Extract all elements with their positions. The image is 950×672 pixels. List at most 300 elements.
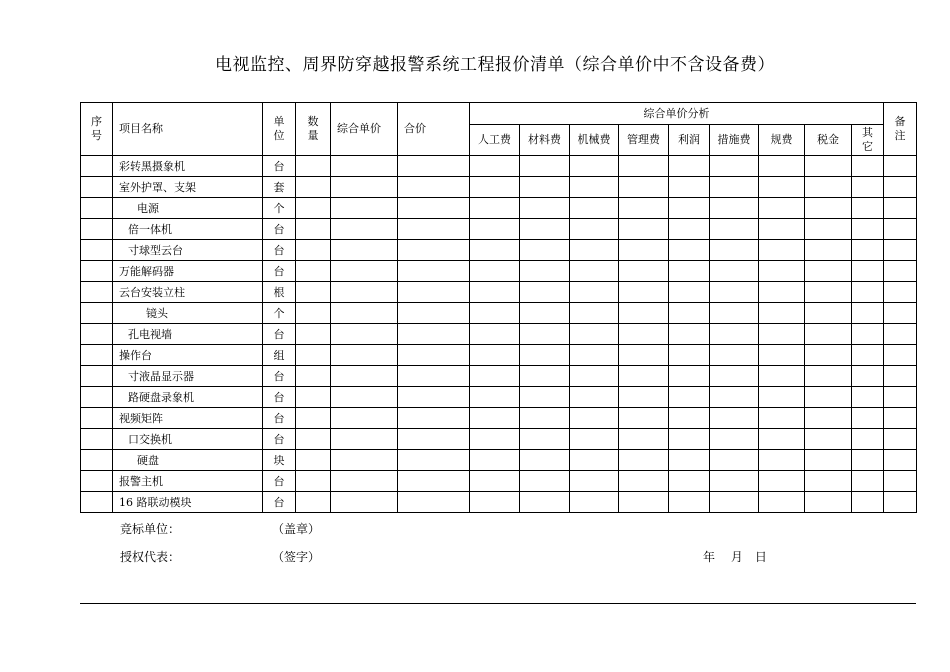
empty-cell: [884, 219, 917, 240]
item-unit: 台: [263, 324, 296, 345]
header-unit-price: 综合单价: [331, 103, 398, 156]
empty-cell: [520, 261, 570, 282]
item-name: 视频矩阵: [113, 408, 263, 429]
empty-cell: [759, 450, 805, 471]
empty-cell: [296, 156, 331, 177]
header-sub-3: 管理费: [619, 125, 669, 156]
empty-cell: [81, 261, 113, 282]
empty-cell: [470, 198, 520, 219]
bidder-label: 竞标单位：: [120, 522, 181, 536]
empty-cell: [398, 450, 470, 471]
empty-cell: [669, 261, 710, 282]
empty-cell: [669, 219, 710, 240]
empty-cell: [570, 492, 619, 513]
empty-cell: [81, 450, 113, 471]
empty-cell: [619, 156, 669, 177]
empty-cell: [852, 219, 884, 240]
empty-cell: [520, 198, 570, 219]
empty-cell: [81, 471, 113, 492]
header-sub-7: 税金: [805, 125, 852, 156]
table-row: [81, 198, 917, 219]
empty-cell: [570, 156, 619, 177]
empty-cell: [805, 387, 852, 408]
empty-cell: [398, 345, 470, 366]
empty-cell: [805, 450, 852, 471]
empty-cell: [331, 450, 398, 471]
empty-cell: [884, 240, 917, 261]
empty-cell: [470, 366, 520, 387]
empty-cell: [296, 492, 331, 513]
empty-cell: [520, 429, 570, 450]
empty-cell: [470, 492, 520, 513]
empty-cell: [570, 387, 619, 408]
empty-cell: [884, 198, 917, 219]
empty-cell: [669, 492, 710, 513]
empty-cell: [570, 408, 619, 429]
empty-cell: [520, 471, 570, 492]
empty-cell: [570, 471, 619, 492]
empty-cell: [81, 429, 113, 450]
empty-cell: [81, 198, 113, 219]
header-analysis: 综合单价分析: [470, 103, 884, 125]
empty-cell: [619, 429, 669, 450]
empty-cell: [759, 408, 805, 429]
empty-cell: [852, 471, 884, 492]
item-unit: 组: [263, 345, 296, 366]
header-sub-1: 材料费: [520, 125, 570, 156]
empty-cell: [759, 387, 805, 408]
empty-cell: [331, 387, 398, 408]
item-unit: 块: [263, 450, 296, 471]
empty-cell: [296, 261, 331, 282]
item-unit: 个: [263, 303, 296, 324]
empty-cell: [296, 450, 331, 471]
empty-cell: [710, 366, 759, 387]
item-name: 寸液晶显示器: [113, 366, 263, 387]
empty-cell: [669, 429, 710, 450]
item-name: 操作台: [113, 345, 263, 366]
empty-cell: [805, 345, 852, 366]
item-unit: 套: [263, 177, 296, 198]
empty-cell: [710, 492, 759, 513]
empty-cell: [619, 261, 669, 282]
table-row: [81, 324, 917, 345]
empty-cell: [805, 177, 852, 198]
header-unit: 单位: [263, 103, 296, 156]
table-row: [81, 366, 917, 387]
empty-cell: [81, 366, 113, 387]
header-sub-2: 机械费: [570, 125, 619, 156]
empty-cell: [398, 429, 470, 450]
empty-cell: [759, 471, 805, 492]
empty-cell: [570, 198, 619, 219]
empty-cell: [759, 429, 805, 450]
empty-cell: [81, 282, 113, 303]
empty-cell: [884, 345, 917, 366]
header-seq: 序号: [81, 103, 113, 156]
item-name: 16 路联动模块: [113, 492, 263, 513]
empty-cell: [852, 450, 884, 471]
item-name: 万能解码器: [113, 261, 263, 282]
empty-cell: [619, 240, 669, 261]
empty-cell: [759, 198, 805, 219]
empty-cell: [710, 345, 759, 366]
empty-cell: [852, 429, 884, 450]
item-name: 寸球型云台: [113, 240, 263, 261]
empty-cell: [331, 303, 398, 324]
empty-cell: [81, 156, 113, 177]
empty-cell: [619, 219, 669, 240]
empty-cell: [470, 240, 520, 261]
empty-cell: [570, 324, 619, 345]
empty-cell: [296, 429, 331, 450]
empty-cell: [296, 219, 331, 240]
empty-cell: [710, 282, 759, 303]
empty-cell: [470, 450, 520, 471]
empty-cell: [884, 177, 917, 198]
quote-table: [80, 102, 917, 513]
empty-cell: [710, 471, 759, 492]
empty-cell: [805, 219, 852, 240]
empty-cell: [296, 240, 331, 261]
table-row: [81, 387, 917, 408]
empty-cell: [805, 366, 852, 387]
header-sub-4: 利润: [669, 125, 710, 156]
empty-cell: [710, 429, 759, 450]
empty-cell: [669, 156, 710, 177]
empty-cell: [296, 366, 331, 387]
item-unit: 台: [263, 408, 296, 429]
empty-cell: [710, 261, 759, 282]
empty-cell: [81, 387, 113, 408]
empty-cell: [398, 282, 470, 303]
table-row: [81, 429, 917, 450]
empty-cell: [470, 429, 520, 450]
empty-cell: [570, 450, 619, 471]
empty-cell: [331, 324, 398, 345]
table-row: [81, 219, 917, 240]
empty-cell: [398, 198, 470, 219]
empty-cell: [710, 240, 759, 261]
empty-cell: [81, 303, 113, 324]
date-field: 年 月 日: [703, 550, 767, 564]
empty-cell: [669, 282, 710, 303]
empty-cell: [331, 156, 398, 177]
item-name: 室外护罩、支架: [113, 177, 263, 198]
item-name: 硬盘: [113, 450, 263, 471]
empty-cell: [619, 408, 669, 429]
empty-cell: [619, 324, 669, 345]
item-name: 路硬盘录象机: [113, 387, 263, 408]
empty-cell: [331, 177, 398, 198]
empty-cell: [619, 282, 669, 303]
empty-cell: [470, 282, 520, 303]
item-name: 镜头: [113, 303, 263, 324]
empty-cell: [884, 303, 917, 324]
empty-cell: [759, 240, 805, 261]
table-row: [81, 492, 917, 513]
item-unit: 台: [263, 492, 296, 513]
empty-cell: [619, 177, 669, 198]
empty-cell: [852, 177, 884, 198]
empty-cell: [398, 303, 470, 324]
empty-cell: [759, 156, 805, 177]
empty-cell: [331, 345, 398, 366]
empty-cell: [852, 282, 884, 303]
empty-cell: [884, 492, 917, 513]
empty-cell: [805, 303, 852, 324]
header-name: 项目名称: [113, 103, 263, 156]
empty-cell: [669, 471, 710, 492]
empty-cell: [470, 387, 520, 408]
empty-cell: [331, 366, 398, 387]
empty-cell: [296, 198, 331, 219]
empty-cell: [296, 471, 331, 492]
header-sub-8: 其它: [852, 125, 884, 156]
empty-cell: [398, 408, 470, 429]
table-row: [81, 408, 917, 429]
empty-cell: [296, 324, 331, 345]
table-row: [81, 282, 917, 303]
empty-cell: [398, 177, 470, 198]
empty-cell: [710, 198, 759, 219]
bidder-stamp-note: （盖章）: [272, 522, 321, 536]
empty-cell: [470, 345, 520, 366]
header-remark: 备注: [884, 103, 917, 156]
empty-cell: [852, 366, 884, 387]
empty-cell: [520, 303, 570, 324]
empty-cell: [759, 366, 805, 387]
empty-cell: [398, 387, 470, 408]
empty-cell: [619, 492, 669, 513]
empty-cell: [470, 324, 520, 345]
empty-cell: [520, 177, 570, 198]
empty-cell: [759, 303, 805, 324]
empty-cell: [619, 198, 669, 219]
empty-cell: [81, 324, 113, 345]
item-unit: 台: [263, 366, 296, 387]
empty-cell: [759, 261, 805, 282]
header-total: 合价: [398, 103, 470, 156]
empty-cell: [619, 366, 669, 387]
empty-cell: [805, 429, 852, 450]
empty-cell: [852, 156, 884, 177]
empty-cell: [884, 324, 917, 345]
empty-cell: [520, 450, 570, 471]
item-name: 孔电视墙: [113, 324, 263, 345]
empty-cell: [805, 240, 852, 261]
empty-cell: [759, 219, 805, 240]
item-name: 口交换机: [113, 429, 263, 450]
empty-cell: [669, 198, 710, 219]
item-name: 倍一体机: [113, 219, 263, 240]
empty-cell: [470, 408, 520, 429]
empty-cell: [570, 366, 619, 387]
empty-cell: [398, 261, 470, 282]
empty-cell: [852, 408, 884, 429]
item-unit: 个: [263, 198, 296, 219]
item-name: 云台安装立柱: [113, 282, 263, 303]
empty-cell: [296, 177, 331, 198]
empty-cell: [398, 366, 470, 387]
empty-cell: [520, 387, 570, 408]
empty-cell: [296, 387, 331, 408]
empty-cell: [710, 303, 759, 324]
empty-cell: [520, 240, 570, 261]
empty-cell: [805, 408, 852, 429]
empty-cell: [759, 177, 805, 198]
empty-cell: [331, 282, 398, 303]
empty-cell: [669, 450, 710, 471]
empty-cell: [884, 156, 917, 177]
empty-cell: [669, 324, 710, 345]
item-unit: 台: [263, 261, 296, 282]
table-row: [81, 156, 917, 177]
empty-cell: [81, 177, 113, 198]
empty-cell: [669, 240, 710, 261]
empty-cell: [852, 345, 884, 366]
empty-cell: [520, 345, 570, 366]
empty-cell: [81, 345, 113, 366]
empty-cell: [331, 471, 398, 492]
empty-cell: [398, 240, 470, 261]
empty-cell: [852, 324, 884, 345]
empty-cell: [710, 387, 759, 408]
empty-cell: [884, 261, 917, 282]
empty-cell: [398, 156, 470, 177]
empty-cell: [669, 345, 710, 366]
bottom-rule: [80, 603, 916, 604]
empty-cell: [81, 408, 113, 429]
empty-cell: [470, 219, 520, 240]
empty-cell: [805, 198, 852, 219]
header-sub-5: 措施费: [710, 125, 759, 156]
item-unit: 台: [263, 219, 296, 240]
empty-cell: [570, 282, 619, 303]
empty-cell: [805, 261, 852, 282]
empty-cell: [669, 303, 710, 324]
empty-cell: [398, 471, 470, 492]
empty-cell: [570, 240, 619, 261]
representative-label: 授权代表：: [120, 550, 181, 564]
empty-cell: [296, 303, 331, 324]
empty-cell: [852, 198, 884, 219]
empty-cell: [570, 429, 619, 450]
table-row: [81, 240, 917, 261]
item-name: 彩转黑摄象机: [113, 156, 263, 177]
empty-cell: [520, 366, 570, 387]
item-unit: 台: [263, 240, 296, 261]
empty-cell: [331, 198, 398, 219]
empty-cell: [710, 450, 759, 471]
empty-cell: [331, 492, 398, 513]
empty-cell: [669, 387, 710, 408]
item-unit: 台: [263, 387, 296, 408]
empty-cell: [852, 387, 884, 408]
item-name: 电源: [113, 198, 263, 219]
empty-cell: [805, 324, 852, 345]
empty-cell: [520, 219, 570, 240]
empty-cell: [710, 324, 759, 345]
empty-cell: [805, 471, 852, 492]
item-name: 报警主机: [113, 471, 263, 492]
table-row: [81, 450, 917, 471]
table-row: [81, 345, 917, 366]
empty-cell: [710, 156, 759, 177]
item-unit: 台: [263, 471, 296, 492]
empty-cell: [470, 177, 520, 198]
empty-cell: [570, 177, 619, 198]
empty-cell: [852, 240, 884, 261]
table-row: [81, 261, 917, 282]
empty-cell: [470, 261, 520, 282]
empty-cell: [619, 303, 669, 324]
item-unit: 根: [263, 282, 296, 303]
empty-cell: [331, 240, 398, 261]
table-row: [81, 177, 917, 198]
empty-cell: [805, 282, 852, 303]
empty-cell: [398, 219, 470, 240]
empty-cell: [81, 219, 113, 240]
empty-cell: [669, 408, 710, 429]
empty-cell: [884, 408, 917, 429]
header-qty: 数量: [296, 103, 331, 156]
empty-cell: [398, 324, 470, 345]
empty-cell: [805, 156, 852, 177]
empty-cell: [759, 492, 805, 513]
empty-cell: [81, 492, 113, 513]
empty-cell: [669, 177, 710, 198]
empty-cell: [520, 408, 570, 429]
empty-cell: [805, 492, 852, 513]
empty-cell: [470, 156, 520, 177]
empty-cell: [520, 492, 570, 513]
header-sub-6: 规费: [759, 125, 805, 156]
empty-cell: [520, 324, 570, 345]
empty-cell: [570, 261, 619, 282]
representative-sign-note: （签字）: [272, 550, 321, 564]
empty-cell: [81, 240, 113, 261]
header-sub-0: 人工费: [470, 125, 520, 156]
empty-cell: [470, 471, 520, 492]
empty-cell: [759, 282, 805, 303]
empty-cell: [619, 345, 669, 366]
empty-cell: [520, 156, 570, 177]
empty-cell: [398, 492, 470, 513]
empty-cell: [852, 303, 884, 324]
page-title: 电视监控、周界防穿越报警系统工程报价清单（综合单价中不含设备费）: [215, 55, 775, 75]
empty-cell: [884, 366, 917, 387]
empty-cell: [884, 387, 917, 408]
empty-cell: [710, 219, 759, 240]
empty-cell: [852, 492, 884, 513]
empty-cell: [296, 408, 331, 429]
empty-cell: [852, 261, 884, 282]
empty-cell: [296, 345, 331, 366]
empty-cell: [331, 408, 398, 429]
empty-cell: [331, 219, 398, 240]
empty-cell: [570, 345, 619, 366]
empty-cell: [570, 219, 619, 240]
empty-cell: [470, 303, 520, 324]
empty-cell: [759, 324, 805, 345]
empty-cell: [619, 471, 669, 492]
empty-cell: [331, 429, 398, 450]
empty-cell: [884, 429, 917, 450]
item-unit: 台: [263, 429, 296, 450]
item-unit: 台: [263, 156, 296, 177]
empty-cell: [619, 450, 669, 471]
